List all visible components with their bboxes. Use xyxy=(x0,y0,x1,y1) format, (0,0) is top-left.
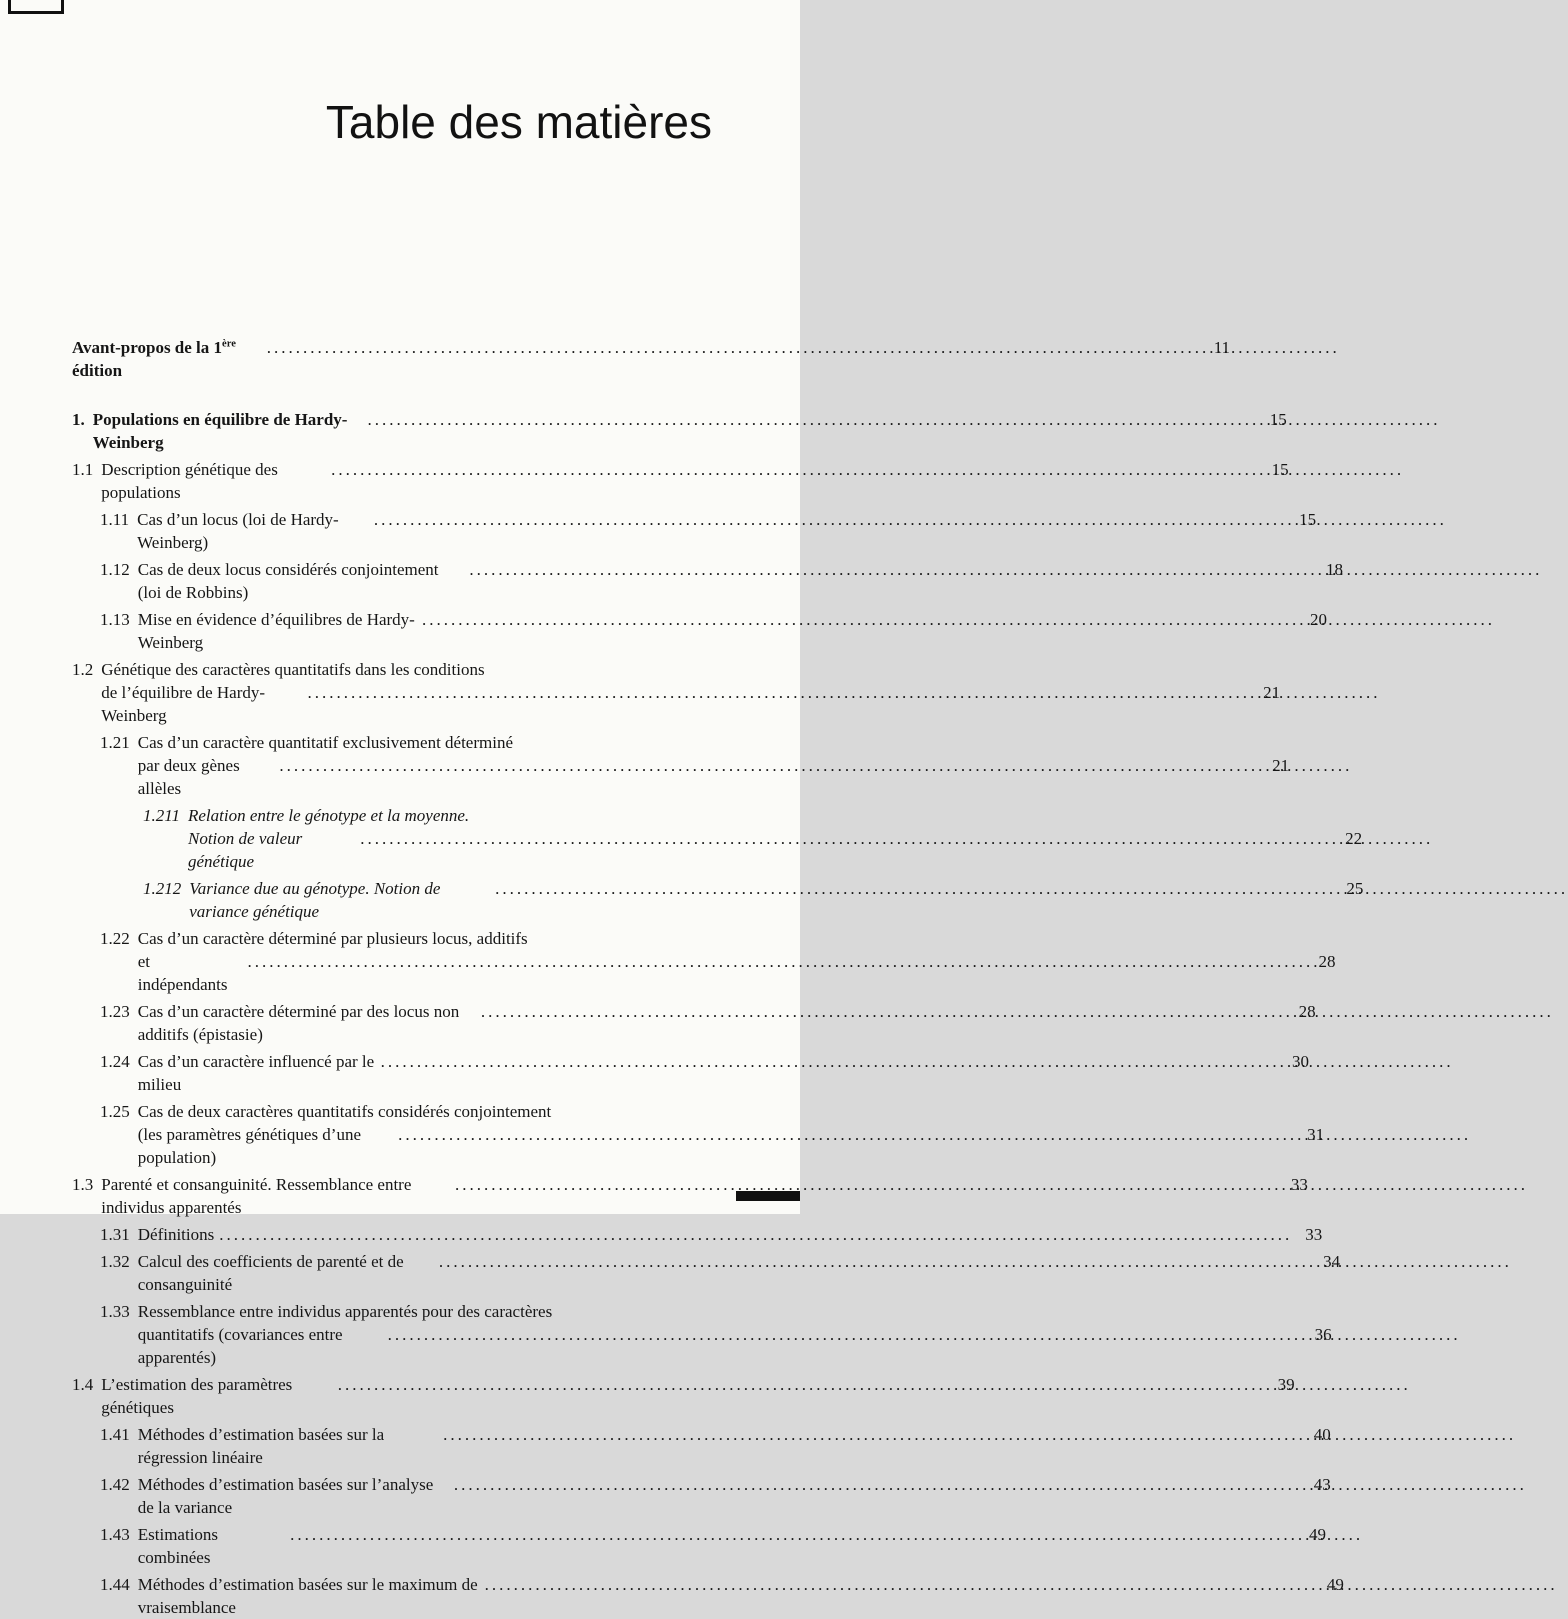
dot-leader xyxy=(495,877,1333,900)
dot-leader xyxy=(455,1173,1278,1196)
toc-page-number: 43 xyxy=(1313,1475,1331,1495)
toc-entry-text xyxy=(138,1100,1324,1169)
toc-entry-number: 1.11 xyxy=(100,510,130,530)
toc-page-number: 39 xyxy=(1277,1375,1295,1395)
toc-entry-line: par deux gènes allèles xyxy=(137,756,240,799)
toc-entry-line: Notion de valeur génétique xyxy=(188,829,303,872)
toc-page-number: 33 xyxy=(1305,1225,1323,1245)
toc-entry-number: 1.22 xyxy=(100,929,130,949)
dot-leader xyxy=(338,1373,1265,1396)
toc-entries xyxy=(72,336,1364,1619)
toc-entry-text xyxy=(101,458,1288,504)
toc-entry xyxy=(72,1373,1295,1419)
toc-entry-line: Estimations combinées xyxy=(137,1525,219,1568)
toc-entry-text xyxy=(138,927,1336,996)
dot-leader xyxy=(290,1523,1296,1546)
page-title: Table des matières xyxy=(325,96,712,148)
toc-entry-text xyxy=(72,336,1230,382)
toc-entry-text xyxy=(138,1523,1326,1569)
toc-entry-number: 1.24 xyxy=(100,1052,130,1072)
toc-page-number: 36 xyxy=(1314,1325,1332,1345)
toc-entry xyxy=(100,1223,1323,1246)
toc-entry-text xyxy=(101,658,1280,727)
dot-leader xyxy=(388,1323,1302,1346)
toc-entry-number: 1.21 xyxy=(100,733,130,753)
toc-entry-text xyxy=(138,1300,1332,1369)
toc-entry-line: Avant-propos de la 1ère édition xyxy=(72,338,236,381)
toc-entry-line: Description génétique des populations xyxy=(101,460,278,503)
toc-page-number: 31 xyxy=(1307,1125,1325,1145)
toc-entry-text xyxy=(138,608,1327,654)
toc-entry xyxy=(100,1423,1331,1469)
toc-entry-line: quantitatifs (covariances entre apparentés) xyxy=(137,1325,343,1368)
toc-entry-text xyxy=(138,1423,1331,1469)
toc-entry-line: et indépendants xyxy=(137,952,228,995)
toc-entry-line: (les paramètres génétiques d’une population) xyxy=(137,1125,362,1168)
toc-entry-line: Ressemblance entre individus apparentés pour des caractères xyxy=(137,1302,553,1322)
dot-leader xyxy=(469,558,1313,581)
toc-entry xyxy=(72,408,1287,454)
toc-page-number: 33 xyxy=(1290,1175,1308,1195)
scan-artifact-bottom-right xyxy=(736,1191,800,1201)
toc-entry xyxy=(72,336,1231,382)
toc-entry-number: 1.41 xyxy=(100,1425,130,1445)
toc-entry-text xyxy=(101,1373,1294,1419)
toc-entry-line: Populations en équilibre de Hardy-Weinberg xyxy=(92,410,348,453)
toc-entry-number: 1.33 xyxy=(100,1302,130,1322)
dot-leader xyxy=(219,1223,1292,1246)
dot-leader xyxy=(439,1250,1310,1273)
toc-entry xyxy=(100,1250,1341,1296)
toc-page-number: 21 xyxy=(1263,683,1281,703)
toc-entry-line: Cas d’un caractère influencé par le milieu xyxy=(137,1052,375,1095)
toc-entry-number: 1.1 xyxy=(72,460,94,480)
toc-entry-text xyxy=(138,1000,1316,1046)
toc-entry-number: 1.42 xyxy=(100,1475,130,1495)
toc-entry-number: 1.31 xyxy=(100,1225,130,1245)
toc-entry xyxy=(100,1473,1331,1519)
toc-entry-text xyxy=(188,804,1362,873)
toc-entry-line: Relation entre le génotype et la moyenne. xyxy=(188,806,470,826)
dot-leader xyxy=(374,508,1286,531)
toc-entry-number: 1.4 xyxy=(72,1375,94,1395)
toc-entry-line: Cas d’un caractère déterminé par plusieurs locus, additifs xyxy=(137,929,528,949)
toc-entry-number: 1.44 xyxy=(100,1575,130,1595)
dot-leader xyxy=(308,681,1251,704)
toc-entry-line: Définitions xyxy=(137,1225,215,1245)
toc-page-number: 28 xyxy=(1298,1002,1316,1022)
toc-entry-number: 1.25 xyxy=(100,1102,130,1122)
dot-leader xyxy=(485,1573,1314,1596)
toc-page-number: 25 xyxy=(1346,879,1364,899)
dot-leader xyxy=(360,827,1332,850)
toc-entry-text xyxy=(138,1473,1331,1519)
toc-entry-text xyxy=(137,508,1316,554)
dot-leader xyxy=(279,754,1259,777)
dot-leader xyxy=(454,1473,1301,1496)
dot-leader xyxy=(443,1423,1301,1446)
toc-entry-line: Méthodes d’estimation basées sur le maximum de vraisemblance xyxy=(137,1575,478,1618)
toc-entry xyxy=(100,731,1290,800)
dot-leader xyxy=(368,408,1257,431)
toc-page-number: 22 xyxy=(1345,829,1363,849)
toc-page-number: 11 xyxy=(1213,338,1231,358)
dot-leader xyxy=(422,608,1297,631)
toc-entry-line: Cas de deux caractères quantitatifs considérés conjointement xyxy=(137,1102,552,1122)
toc-entry-line: Méthodes d’estimation basées sur l’analyse de la variance xyxy=(137,1475,434,1518)
toc-entry xyxy=(100,608,1327,654)
toc-entry-text xyxy=(138,1050,1309,1096)
toc-entry-text xyxy=(138,558,1343,604)
toc-entry-number: 1.3 xyxy=(72,1175,94,1195)
toc-entry-number: 1. xyxy=(72,410,85,430)
toc-entry-number: 1.2 xyxy=(72,660,94,680)
dot-leader xyxy=(267,336,1200,359)
toc-entry-line: de l’équilibre de Hardy-Weinberg xyxy=(101,683,266,726)
toc-entry xyxy=(100,558,1343,604)
toc-entry-line: Cas d’un caractère quantitatif exclusivement déterminé xyxy=(137,733,514,753)
toc-page-number: 15 xyxy=(1271,460,1289,480)
toc-entry xyxy=(72,658,1281,727)
toc-entry xyxy=(100,1000,1316,1046)
toc-page-number: 15 xyxy=(1299,510,1317,530)
toc-entry-text xyxy=(189,877,1363,923)
toc-entry xyxy=(100,1300,1332,1369)
toc-entry xyxy=(100,1523,1327,1569)
toc-entry xyxy=(100,1100,1325,1169)
toc-entry-text xyxy=(138,1250,1340,1296)
toc-entry xyxy=(72,458,1289,504)
toc-entry-line: L’estimation des paramètres génétiques xyxy=(101,1375,293,1418)
toc-entry-line: Cas de deux locus considérés conjointement (loi de Robbins) xyxy=(137,560,439,603)
toc-entry-number: 1.212 xyxy=(143,879,182,899)
toc-entry-line: Calcul des coefficients de parenté et de consanguinité xyxy=(137,1252,404,1295)
toc-page-number: 34 xyxy=(1323,1252,1341,1272)
toc-entry-number: 1.32 xyxy=(100,1252,130,1272)
toc-page-number: 30 xyxy=(1292,1052,1309,1072)
toc-entry-number: 1.211 xyxy=(143,806,180,826)
toc-page-number: 20 xyxy=(1309,610,1327,630)
toc-entry-line: Cas d’un caractère déterminé par des locus non additifs (épistasie) xyxy=(137,1002,460,1045)
toc-entry-text xyxy=(138,1223,1323,1246)
toc-entry xyxy=(100,927,1336,996)
toc-entry-text xyxy=(138,1573,1344,1619)
dot-leader xyxy=(381,1050,1279,1073)
toc-entry xyxy=(100,1050,1309,1096)
toc-entry-text xyxy=(101,1173,1308,1219)
toc-entry xyxy=(100,508,1317,554)
toc-entry-line: Variance due au génotype. Notion de variance génétique xyxy=(189,879,441,922)
toc-entry-line: Mise en évidence d’équilibres de Hardy-Weinberg xyxy=(137,610,415,653)
scan-artifact-top-left xyxy=(8,0,64,14)
toc-entry-line: Méthodes d’estimation basées sur la régression linéaire xyxy=(137,1425,385,1468)
toc-page-number: 49 xyxy=(1326,1575,1344,1595)
toc-page-number: 18 xyxy=(1326,560,1343,580)
toc-page-number: 28 xyxy=(1318,952,1336,972)
toc-page-number: 21 xyxy=(1272,756,1290,776)
toc-entry-text xyxy=(93,408,1287,454)
toc-entry-number: 1.13 xyxy=(100,610,130,630)
toc-entry-number: 1.12 xyxy=(100,560,130,580)
toc-entry-number: 1.23 xyxy=(100,1002,130,1022)
dot-leader xyxy=(247,950,1305,973)
toc-entry xyxy=(143,877,1364,923)
toc-entry-number: 1.43 xyxy=(100,1525,130,1545)
toc-entry xyxy=(143,804,1363,873)
dot-leader xyxy=(331,458,1258,481)
toc-entry-line: Parenté et consanguinité. Ressemblance entre individus apparentés xyxy=(101,1175,412,1218)
toc-entry-line: Cas d’un locus (loi de Hardy-Weinberg) xyxy=(137,510,339,553)
dot-leader xyxy=(398,1123,1294,1146)
toc-entry-text xyxy=(138,731,1289,800)
toc-entry-line: Génétique des caractères quantitatifs dans les conditions xyxy=(101,660,485,680)
toc-entry xyxy=(100,1573,1344,1619)
toc-page-number: 49 xyxy=(1309,1525,1327,1545)
dot-leader xyxy=(481,1000,1286,1023)
toc-entry xyxy=(72,1173,1308,1219)
toc-page-number: 40 xyxy=(1313,1425,1331,1445)
toc-page-number: 15 xyxy=(1269,410,1287,430)
